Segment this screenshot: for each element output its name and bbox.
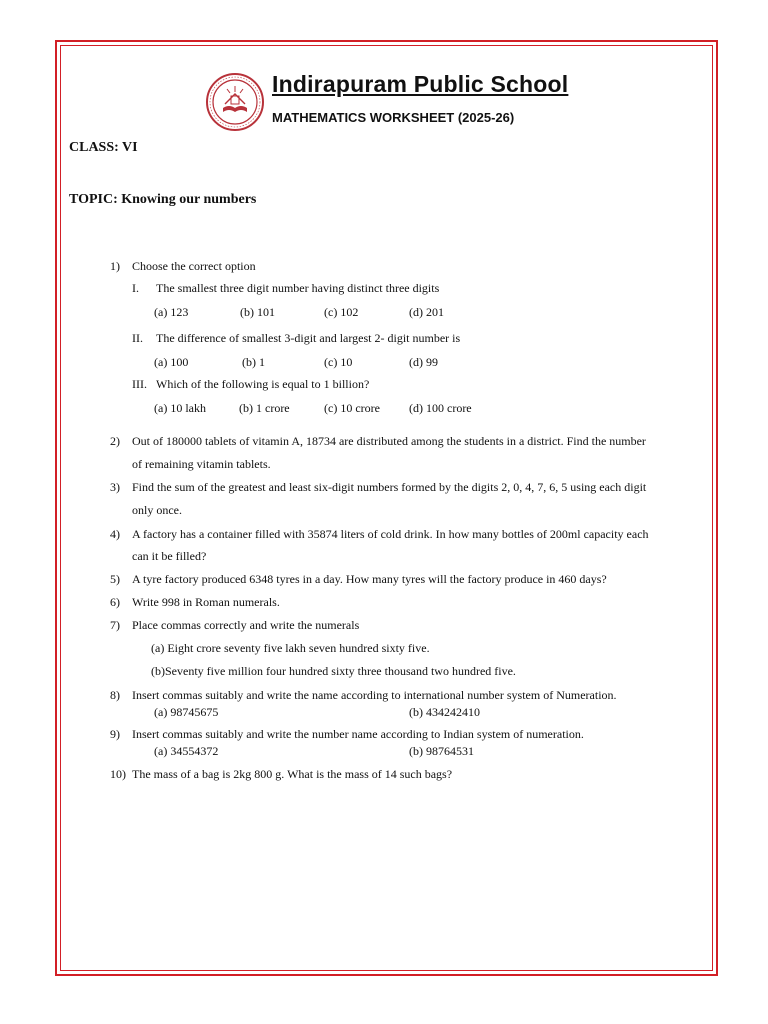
q7-part-a: (a) Eight crore seventy five lakh seven hundred sixty five. <box>151 641 430 655</box>
q7-number: 7) <box>110 618 120 632</box>
q9-part-b: (b) 98764531 <box>409 744 474 758</box>
q1-iii-text: Which of the following is equal to 1 billion? <box>156 377 370 391</box>
q1-iii-option-b: (b) 1 crore <box>239 401 290 415</box>
q2-number: 2) <box>110 434 120 448</box>
q1-text: Choose the correct option <box>132 259 256 273</box>
q1-i-option-b: (b) 101 <box>240 305 275 319</box>
q8-part-b: (b) 434242410 <box>409 705 480 719</box>
school-name: Indirapuram Public School <box>272 71 569 97</box>
q3-number: 3) <box>110 480 120 494</box>
q1-i-option-c: (c) 102 <box>324 305 359 319</box>
q1-ii-text: The difference of smallest 3-digit and largest 2- digit number is <box>156 331 461 345</box>
class-label: CLASS: VI <box>69 140 138 155</box>
q5-line1: A tyre factory produced 6348 tyres in a day. How many tyres will the factory produce in 460 days? <box>132 572 607 586</box>
worksheet-subtitle: MATHEMATICS WORKSHEET (2025-26) <box>272 110 515 125</box>
q6-line1: Write 998 in Roman numerals. <box>132 595 280 609</box>
q1-i-number: I. <box>132 281 139 295</box>
q6-number: 6) <box>110 595 120 609</box>
q1-ii-option-d: (d) 99 <box>409 355 438 369</box>
q1-i-text: The smallest three digit number having distinct three digits <box>156 281 440 295</box>
q3-line2: only once. <box>132 503 182 517</box>
school-crest-icon <box>205 72 265 132</box>
q1-ii-number: II. <box>132 331 143 345</box>
q2-line1: Out of 180000 tablets of vitamin A, 18734 are distributed among the students in a district. Find the number <box>132 434 646 448</box>
q1-i-option-a: (a) 123 <box>154 305 189 319</box>
q9-number: 9) <box>110 727 120 741</box>
q1-iii-option-d: (d) 100 crore <box>409 401 472 415</box>
q2-line2: of remaining vitamin tablets. <box>132 457 271 471</box>
q8-line1: Insert commas suitably and write the name according to international number system of Numeration. <box>132 688 617 702</box>
q1-ii-option-c: (c) 10 <box>324 355 353 369</box>
q1-ii-option-b: (b) 1 <box>242 355 265 369</box>
q9-part-a: (a) 34554372 <box>154 744 219 758</box>
q4-line1: A factory has a container filled with 35874 liters of cold drink. In how many bottles of 200ml capacity each <box>132 527 649 541</box>
q4-number: 4) <box>110 527 120 541</box>
q7-line1: Place commas correctly and write the numerals <box>132 618 360 632</box>
q1-iii-number: III. <box>132 377 147 391</box>
topic-label: TOPIC: Knowing our numbers <box>69 192 257 207</box>
q1-number: 1) <box>110 259 120 273</box>
q1-iii-option-c: (c) 10 crore <box>324 401 380 415</box>
q1-ii-option-a: (a) 100 <box>154 355 189 369</box>
q5-number: 5) <box>110 572 120 586</box>
q9-line1: Insert commas suitably and write the number name according to Indian system of numeration. <box>132 727 584 741</box>
q1-iii-option-a: (a) 10 lakh <box>154 401 206 415</box>
q10-number: 10) <box>110 767 126 781</box>
q10-line1: The mass of a bag is 2kg 800 g. What is the mass of 14 such bags? <box>132 767 453 781</box>
q8-number: 8) <box>110 688 120 702</box>
q7-part-b: (b)Seventy five million four hundred sixty three thousand two hundred five. <box>151 664 516 678</box>
q1-i-option-d: (d) 201 <box>409 305 444 319</box>
q4-line2: can it be filled? <box>132 549 207 563</box>
q8-part-a: (a) 98745675 <box>154 705 219 719</box>
q3-line1: Find the sum of the greatest and least six-digit numbers formed by the digits 2, 0, 4, 7, 6, 5 using each digit <box>132 480 647 494</box>
